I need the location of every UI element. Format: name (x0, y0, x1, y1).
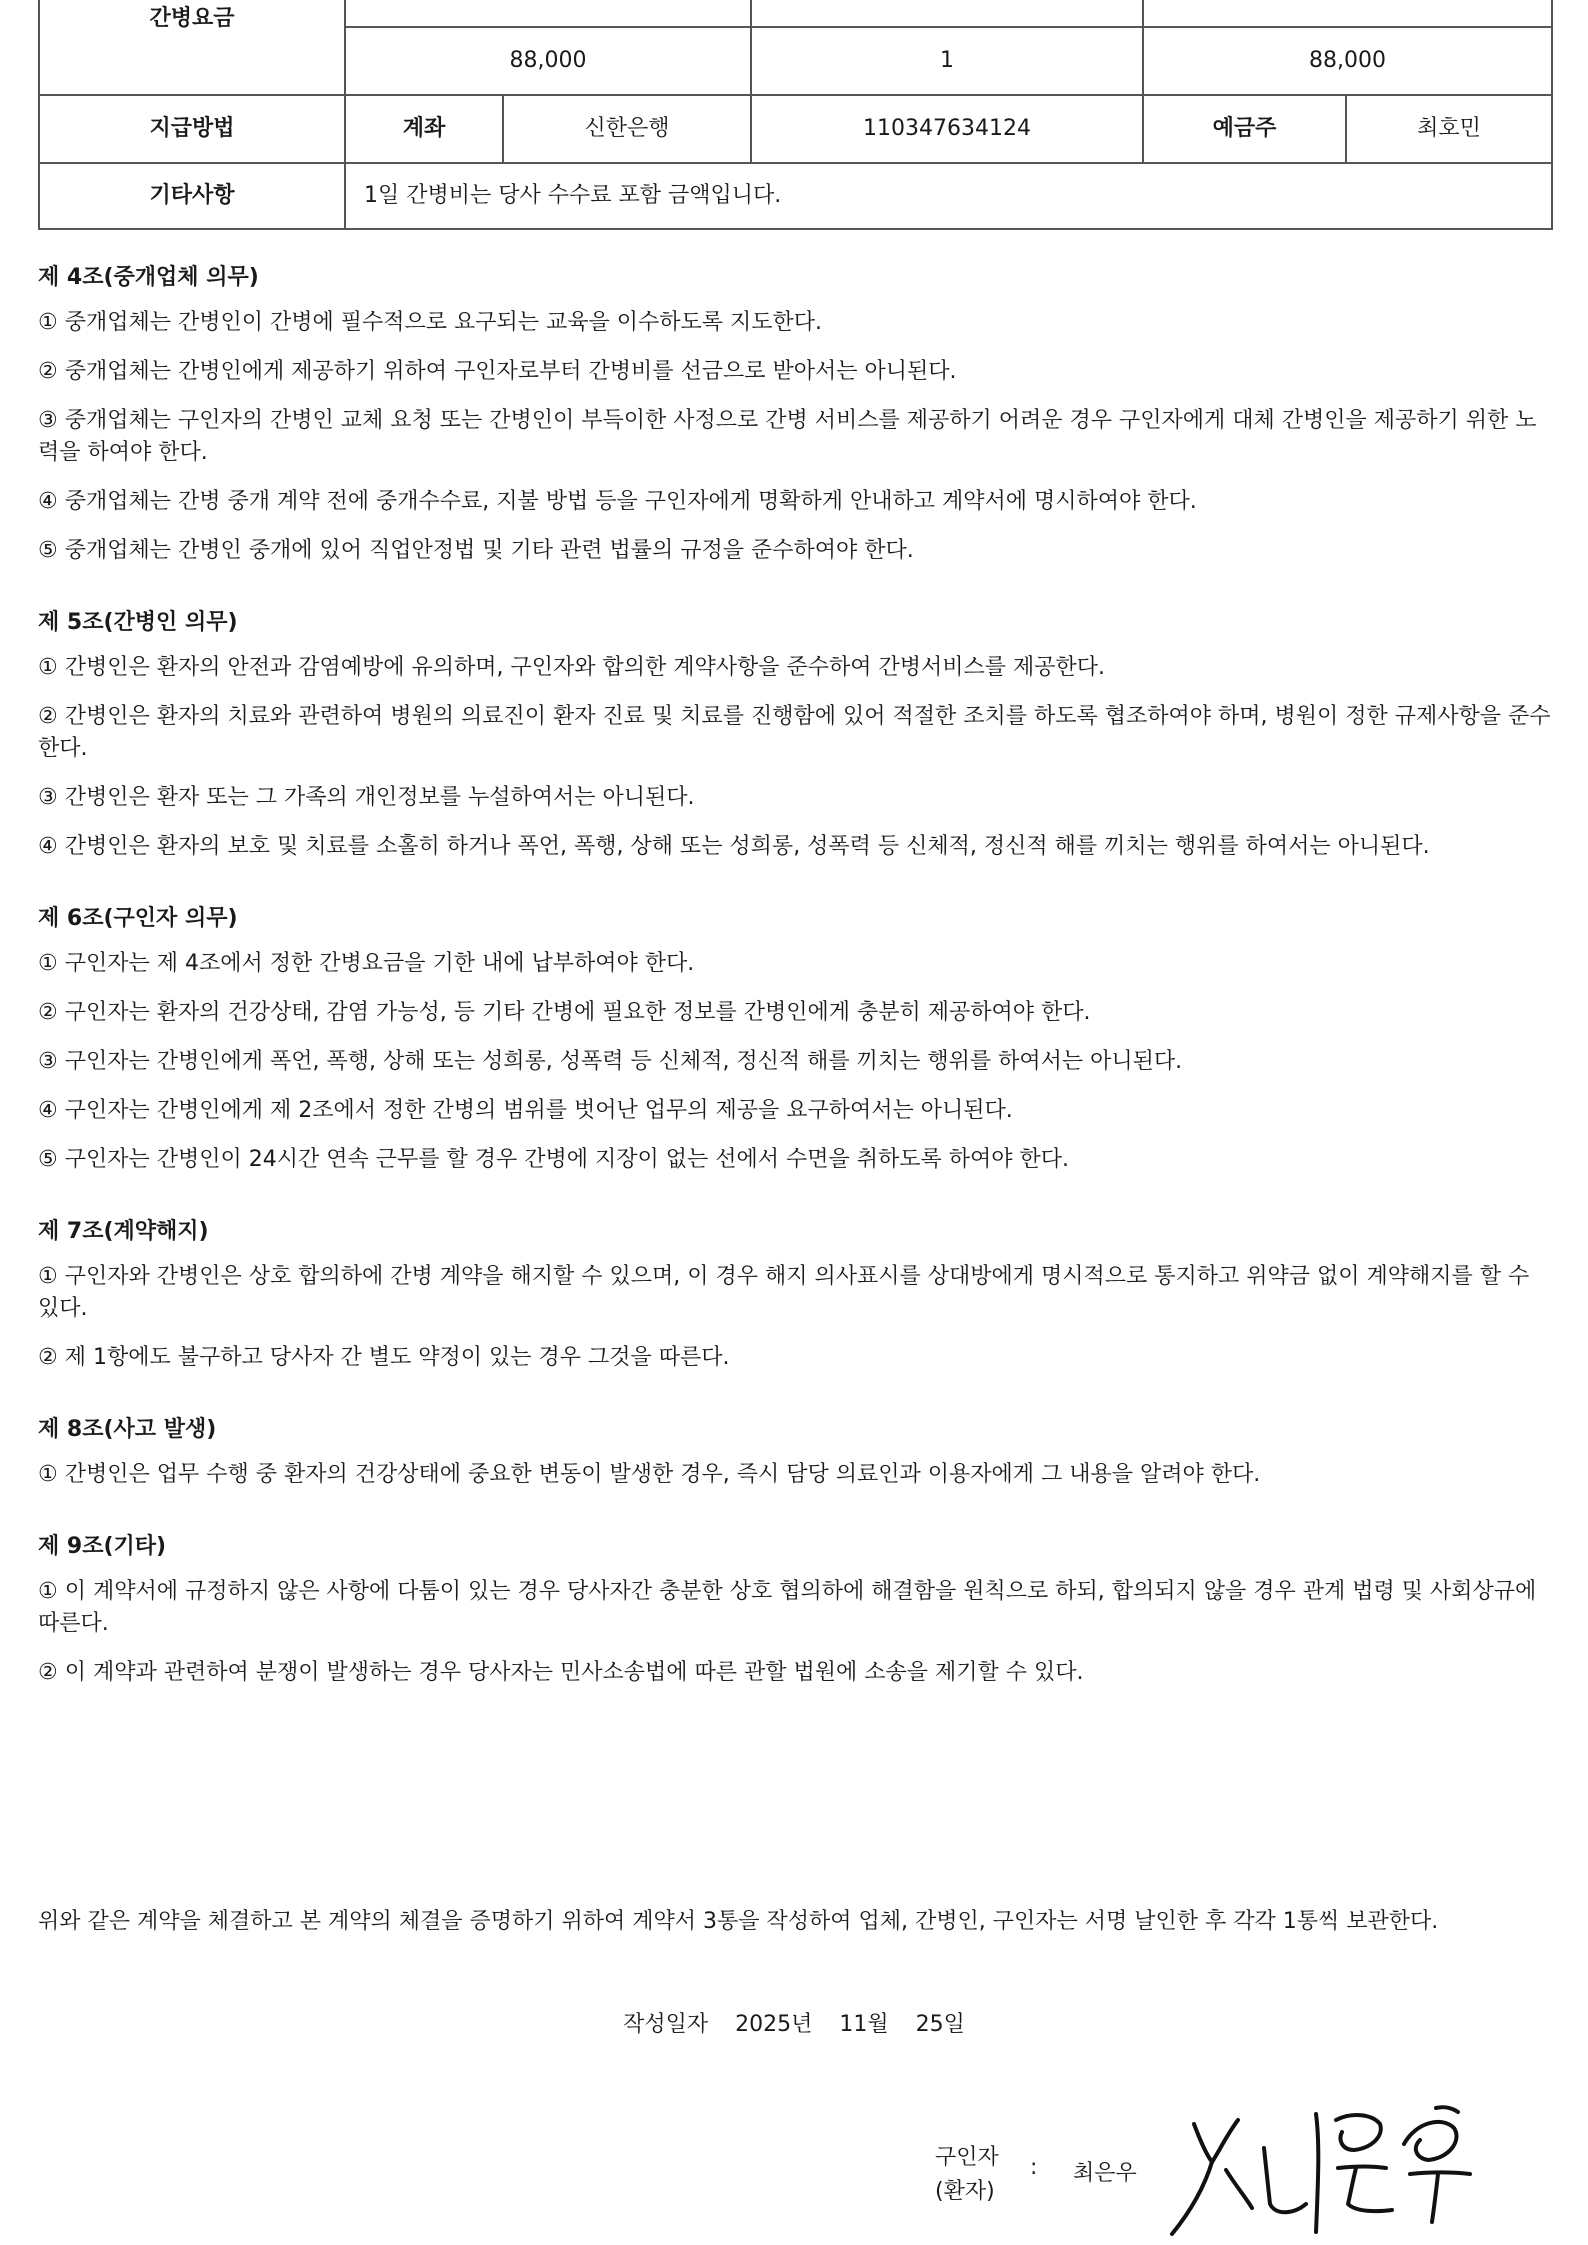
article-section (38, 607, 1556, 863)
article-item: ② 제 1항에도 불구하고 당사자 간 별도 약정이 있는 경우 그것을 따른다. (38, 1345, 730, 1370)
payment-table (38, 0, 1553, 230)
article-section (38, 1531, 1556, 1689)
article-item: ④ 구인자는 간병인에게 제 2조에서 정한 간병의 범위를 벗어난 업무의 제공을 요구하여서는 아니된다. (38, 1098, 1013, 1123)
fee-label: 간병요금 (149, 5, 235, 31)
article-item: ① 간병인은 환자의 안전과 감염예방에 유의하며, 구인자와 합의한 계약사항을 준수하여 간병서비스를 제공한다. (38, 655, 1105, 680)
article-title: 제 7조(계약해지) (38, 1219, 209, 1244)
table-row (39, 95, 1552, 163)
date-day: 25일 (915, 2012, 965, 2037)
payment-value: 88,000 (1143, 27, 1552, 95)
handwritten-signature (1166, 2100, 1486, 2245)
contract-clauses (38, 262, 1556, 1729)
date-label: 작성일자 (623, 2012, 709, 2037)
payment-header-cell (1143, 0, 1552, 27)
article-item: ⑤ 구인자는 간병인이 24시간 연속 근무를 할 경우 간병에 지장이 없는 선에서 수면을 취하도록 하여야 한다. (38, 1147, 1069, 1172)
payment-type: 계좌 (345, 95, 503, 163)
account-holder-label: 예금주 (1143, 95, 1346, 163)
payment-method-label: 지급방법 (39, 95, 345, 163)
date-line (0, 2007, 1588, 2038)
article-item: ④ 중개업체는 간병 중개 계약 전에 중개수수료, 지불 방법 등을 구인자에게 명확하게 안내하고 계약서에 명시하여야 한다. (38, 489, 1197, 514)
signer-role (935, 2141, 999, 2209)
article-item: ① 구인자는 제 4조에서 정한 간병요금을 기한 내에 납부하여야 한다. (38, 951, 695, 976)
closing-statement: 위와 같은 계약을 체결하고 본 계약의 체결을 증명하기 위하여 계약서 3통을 작성하여 업체, 간병인, 구인자는 서명 날인한 후 각각 1통씩 보관한다. (38, 1909, 1439, 1934)
date-month: 11월 (839, 2012, 889, 2037)
date-year: 2025년 (735, 2012, 813, 2037)
article-item: ② 이 계약과 관련하여 분쟁이 발생하는 경우 당사자는 민사소송법에 따른 관할 법원에 소송을 제기할 수 있다. (38, 1660, 1084, 1685)
article-title: 제 4조(중개업체 의무) (38, 265, 259, 290)
account-holder: 최호민 (1346, 95, 1552, 163)
article-item: ① 구인자와 간병인은 상호 합의하에 간병 계약을 해지할 수 있으며, 이 경우 해지 의사표시를 상대방에게 명시적으로 통지하고 위약금 없이 계약해지를 할 수 있다. (38, 1264, 1530, 1321)
signer-name: 최은우 (1073, 2161, 1137, 2186)
article-item: ④ 간병인은 환자의 보호 및 치료를 소홀히 하거나 폭언, 폭행, 상해 또는 성희롱, 성폭력 등 신체적, 정신적 해를 끼치는 행위를 하여서는 아니된다. (38, 834, 1430, 859)
article-title: 제 6조(구인자 의무) (38, 906, 238, 931)
article-item: ② 구인자는 환자의 건강상태, 감염 가능성, 등 기타 간병에 필요한 정보를 간병인에게 충분히 제공하여야 한다. (38, 1000, 1091, 1025)
signer-role-line1: 구인자 (935, 2145, 999, 2170)
article-title: 제 9조(기타) (38, 1534, 167, 1559)
article-item: ② 간병인은 환자의 치료와 관련하여 병원의 의료진이 환자 진료 및 치료를 진행함에 있어 적절한 조치를 하도록 협조하여야 하며, 병원이 정한 규제사항을 준수한다. (38, 704, 1551, 761)
bank-name: 신한은행 (503, 95, 751, 163)
signer-role-line2: (환자) (935, 2179, 995, 2204)
daily-fee-value: 88,000 (345, 27, 751, 95)
article-item: ⑤ 중개업체는 간병인 중개에 있어 직업안정법 및 기타 관련 법률의 규정을 준수하여야 한다. (38, 538, 914, 563)
days-header-cell (751, 0, 1143, 27)
fee-label-cell (39, 0, 345, 95)
article-section (38, 262, 1556, 567)
article-section (38, 1216, 1556, 1374)
article-item: ① 이 계약서에 규정하지 않은 사항에 다툼이 있는 경우 당사자간 충분한 상호 협의하에 해결함을 원칙으로 하되, 합의되지 않을 경우 관계 법령 및 사회상규에 따른다. (38, 1579, 1537, 1636)
article-title: 제 5조(간병인 의무) (38, 610, 238, 635)
article-item: ① 중개업체는 간병인이 간병에 필수적으로 요구되는 교육을 이수하도록 지도한다. (38, 310, 822, 335)
account-number: 110347634124 (751, 95, 1143, 163)
article-item: ③ 구인자는 간병인에게 폭언, 폭행, 상해 또는 성희롱, 성폭력 등 신체적, 정신적 해를 끼치는 행위를 하여서는 아니된다. (38, 1049, 1183, 1074)
days-value: 1 (751, 27, 1143, 95)
notes-value: 1일 간병비는 당사 수수료 포함 금액입니다. (345, 163, 1552, 229)
article-item: ② 중개업체는 간병인에게 제공하기 위하여 구인자로부터 간병비를 선금으로 받아서는 아니된다. (38, 359, 957, 384)
article-section (38, 1414, 1556, 1491)
article-section (38, 903, 1556, 1176)
article-item: ③ 중개업체는 구인자의 간병인 교체 요청 또는 간병인이 부득이한 사정으로 간병 서비스를 제공하기 어려운 경우 구인자에게 대체 간병인을 제공하기 위한 노력을 하여야 한다. (38, 408, 1537, 465)
table-row (39, 163, 1552, 229)
article-title: 제 8조(사고 발생) (38, 1417, 217, 1442)
notes-label: 기타사항 (39, 163, 345, 229)
article-item: ① 간병인은 업무 수행 중 환자의 건강상태에 중요한 변동이 발생한 경우, 즉시 담당 의료인과 이용자에게 그 내용을 알려야 한다. (38, 1462, 1261, 1487)
table-row (39, 0, 1552, 27)
signer-colon: : (1030, 2155, 1038, 2180)
daily-fee-header-cell (345, 0, 751, 27)
article-item: ③ 간병인은 환자 또는 그 가족의 개인정보를 누설하여서는 아니된다. (38, 785, 695, 810)
